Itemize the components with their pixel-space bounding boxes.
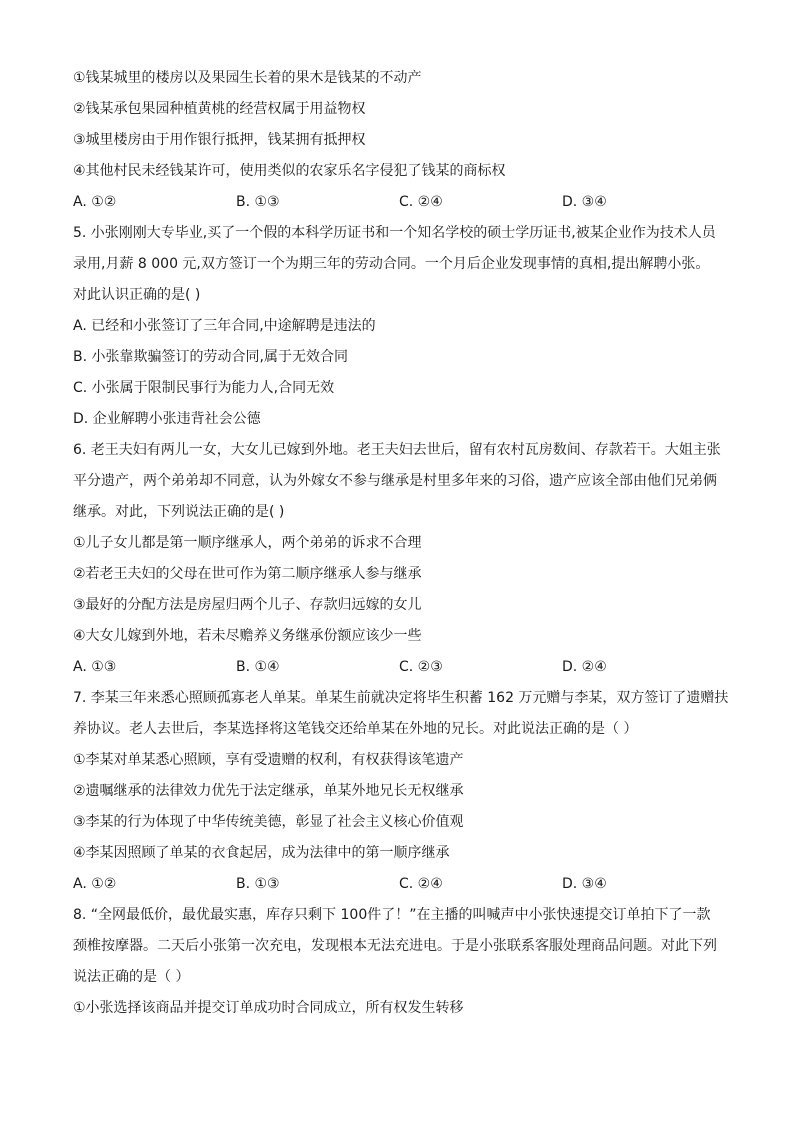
choice-b: B. 小张靠欺骗签订的劳动合同,属于无效合同 — [73, 349, 348, 365]
option-a: A. ①② — [73, 194, 117, 210]
question-6 — [73, 435, 733, 683]
question-stem: 养协议。老人去世后，李某选择将这笔钱交还给单某在外地的兄长。对此说法正确的是（ ） — [73, 721, 638, 737]
exam-page — [73, 63, 733, 1024]
option-c: C. ②④ — [399, 876, 443, 892]
statement: ①儿子女儿都是第一顺序继承人，两个弟弟的诉求不合理 — [73, 535, 422, 551]
option-c: C. ②③ — [399, 659, 443, 675]
option-b: B. ①③ — [236, 194, 280, 210]
option-a: A. ①③ — [73, 659, 117, 675]
question-4 — [73, 63, 733, 218]
question-7 — [73, 683, 733, 900]
option-d: D. ②④ — [562, 659, 607, 675]
option-d: D. ③④ — [562, 194, 607, 210]
statement: ②遗嘱继承的法律效力优先于法定继承，单某外地兄长无权继承 — [73, 783, 464, 799]
question-stem: 颈椎按摩器。二天后小张第一次充电，发现根本无法充进电。于是小张联系客服处理商品问题。对此下列 — [73, 938, 717, 954]
statement: ①钱某城里的楼房以及果园生长着的果木是钱某的不动产 — [73, 70, 422, 86]
choice-a: A. 已经和小张签订了三年合同,中途解聘是违法的 — [73, 318, 376, 334]
question-5 — [73, 218, 733, 435]
statement: ④李某因照顾了单某的衣食起居，成为法律中的第一顺序继承 — [73, 845, 450, 861]
statement: ③李某的行为体现了中华传统美德，彰显了社会主义核心价值观 — [73, 814, 464, 830]
choice-d: D. 企业解聘小张违背社会公德 — [73, 411, 261, 427]
statement: ①小张选择该商品并提交订单成功时合同成立，所有权发生转移 — [73, 1000, 464, 1016]
statement: ③城里楼房由于用作银行抵押，钱某拥有抵押权 — [73, 132, 366, 148]
question-stem: 8. “全网最低价，最优最实惠，库存只剩下 100件了！”在主播的叫喊声中小张快速提交订单拍下了一款 — [73, 907, 711, 923]
answer-options — [73, 869, 733, 900]
question-stem: 6. 老王夫妇有两儿一女，大女儿已嫁到外地。老王夫妇去世后，留有农村瓦房数间、存款若干。大姐主张 — [73, 442, 721, 458]
question-stem: 录用,月薪 8 000 元,双方签订一个为期三年的劳动合同。一个月后企业发现事情的真相,提出解聘小张。 — [73, 256, 710, 272]
option-c: C. ②④ — [399, 194, 443, 210]
statement: ④大女儿嫁到外地，若未尽赡养义务继承份额应该少一些 — [73, 628, 422, 644]
answer-options — [73, 187, 733, 218]
statement: ②钱某承包果园种植黄桃的经营权属于用益物权 — [73, 101, 366, 117]
option-b: B. ①③ — [236, 876, 280, 892]
question-stem: 平分遗产，两个弟弟却不同意，认为外嫁女不参与继承是村里多年来的习俗，遗产应该全部由他们兄弟俩 — [73, 473, 717, 489]
question-stem: 5. 小张刚刚大专毕业,买了一个假的本科学历证书和一个知名学校的硕士学历证书,被某企业作为技术人员 — [73, 225, 716, 241]
option-b: B. ①④ — [236, 659, 280, 675]
question-stem: 对此认识正确的是( ) — [73, 287, 201, 303]
question-8 — [73, 900, 733, 1024]
statement: ①李某对单某悉心照顾，享有受遗赠的权利，有权获得该笔遗产 — [73, 752, 464, 768]
statement: ③最好的分配方法是房屋归两个儿子、存款归远嫁的女儿 — [73, 597, 422, 613]
statement: ④其他村民未经钱某许可，使用类似的农家乐名字侵犯了钱某的商标权 — [73, 163, 506, 179]
question-stem: 7. 李某三年来悉心照顾孤寡老人单某。单某生前就决定将毕生积蓄 162 万元赠与李某，双方签订了遗赠扶 — [73, 690, 729, 706]
choice-c: C. 小张属于限制民事行为能力人,合同无效 — [73, 380, 335, 396]
statement: ②若老王夫妇的父母在世可作为第二顺序继承人参与继承 — [73, 566, 422, 582]
option-a: A. ①② — [73, 876, 117, 892]
option-d: D. ③④ — [562, 876, 607, 892]
question-stem: 说法正确的是（ ） — [73, 969, 190, 985]
question-stem: 继承。对此，下列说法正确的是( ) — [73, 504, 285, 520]
answer-options — [73, 652, 733, 683]
